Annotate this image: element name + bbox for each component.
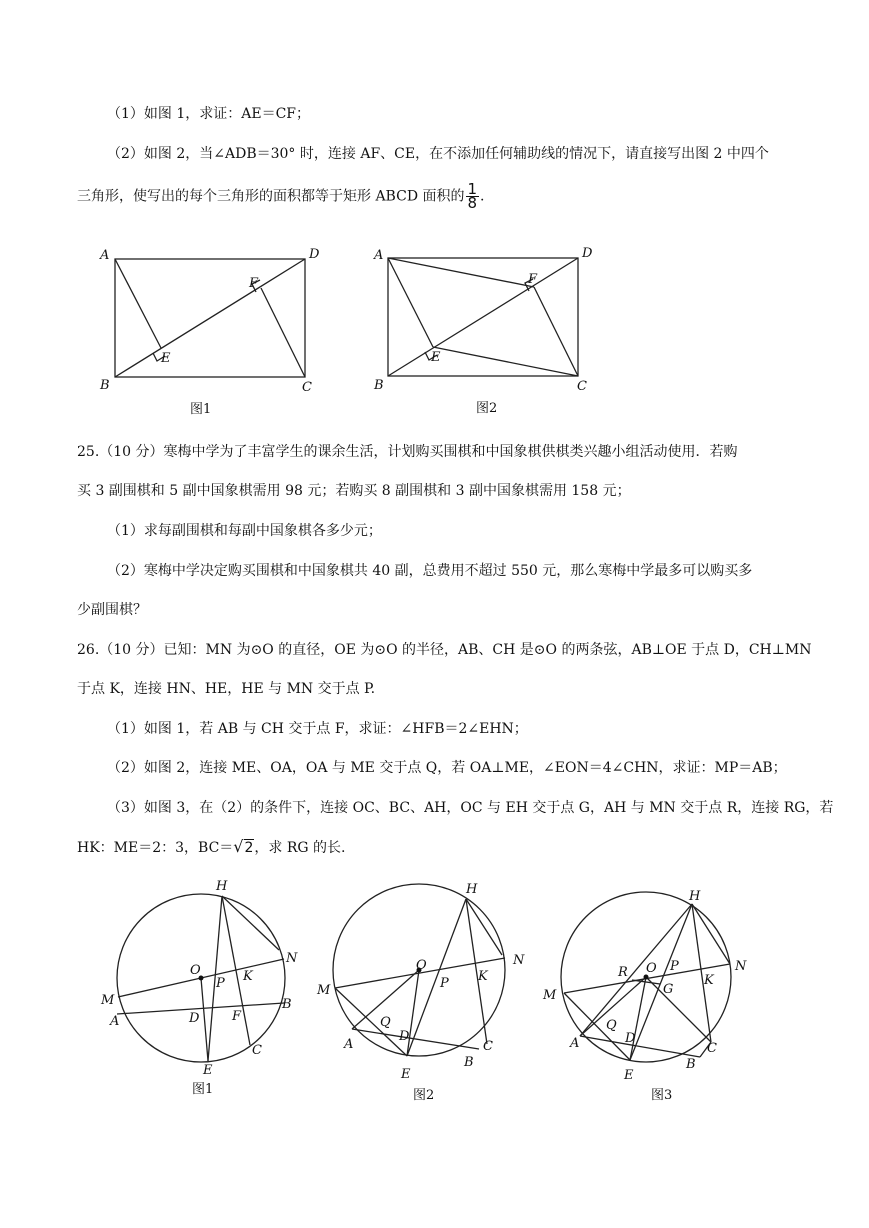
radical-sign: √ <box>233 837 244 856</box>
c1-label-e: E <box>203 1063 213 1078</box>
c1-label-h: H <box>216 879 228 894</box>
c2-label-n: N <box>513 953 525 968</box>
q24-part1: （1）如图 1，求证：AE＝CF； <box>107 106 311 122</box>
rect2-label-d: D <box>582 246 593 261</box>
rect1-label-a: A <box>100 248 110 263</box>
q24-period: . <box>480 188 485 205</box>
rect1-label-c: C <box>302 380 312 395</box>
c2-label-b: B <box>464 1055 474 1070</box>
c2-label-c: C <box>483 1039 493 1054</box>
c2-label-a: A <box>344 1037 354 1052</box>
circle2-caption: 图2 <box>413 1088 435 1103</box>
c2-label-o: O <box>416 958 427 973</box>
c3-label-c: C <box>707 1041 717 1056</box>
c1-label-n: N <box>286 951 298 966</box>
q25-line1: 25.（10 分）寒梅中学为了丰富学生的课余生活，计划购买围棋和中国象棋供棋类兴趣小组活动使用．若购 <box>77 444 738 460</box>
q26-part3-text-b: ，求 RG 的长. <box>254 840 346 856</box>
rect2-label-e: E <box>431 350 441 365</box>
c2-label-d: D <box>399 1029 410 1044</box>
radicand: 2 <box>244 840 254 856</box>
q25-part1: （1）求每副围棋和每副中国象棋各多少元； <box>107 523 382 539</box>
c1-label-b: B <box>282 997 292 1012</box>
c3-label-h: H <box>689 889 701 904</box>
q26-part1: （1）如图 1，若 AB 与 CH 交于点 F，求证：∠HFB＝2∠EHN； <box>107 721 528 737</box>
c2-label-h: H <box>466 882 478 897</box>
c1-label-c: C <box>252 1043 262 1058</box>
c3-label-k: K <box>704 973 714 988</box>
rect1-label-f: F <box>249 276 259 291</box>
c3-label-o: O <box>646 961 657 976</box>
rect1-label-d: D <box>309 247 320 262</box>
c2-label-e: E <box>401 1067 411 1082</box>
q26-part3-text-a: HK：ME＝2：3，BC＝ <box>77 840 234 856</box>
q25-part2-line2: 少副围棋？ <box>77 602 147 618</box>
rect2-label-b: B <box>374 378 384 393</box>
q26-part2: （2）如图 2，连接 ME、OA，OA 与 ME 交于点 Q，若 OA⊥ME，∠EON＝4∠CHN，求证：MP＝AB； <box>107 760 787 776</box>
c3-label-n: N <box>735 959 747 974</box>
c3-label-q: Q <box>606 1018 617 1033</box>
q26-part3-line1: （3）如图 3，在（2）的条件下，连接 OC、BC、AH，OC 与 EH 交于点 G，AH 与 MN 交于点 R，连接 RG，若 <box>107 800 834 816</box>
q26-line2: 于点 K，连接 HN、HE，HE 与 MN 交于点 P. <box>77 681 376 697</box>
fraction-denominator: 8 <box>467 194 478 212</box>
rect2-label-c: C <box>577 379 587 394</box>
q25-line2: 买 3 副围棋和 5 副中国象棋需用 98 元；若购买 8 副围棋和 3 副中国象棋需用 158 元； <box>77 483 631 499</box>
c3-label-m: M <box>543 988 557 1003</box>
c3-label-g: G <box>663 982 674 997</box>
circle1-caption: 图1 <box>192 1082 214 1097</box>
c2-label-q: Q <box>380 1015 391 1030</box>
c2-label-k: K <box>478 969 488 984</box>
rect2-caption: 图2 <box>476 401 498 416</box>
c1-label-m: M <box>101 993 115 1008</box>
c3-label-b: B <box>686 1057 696 1072</box>
c3-label-a: A <box>570 1036 580 1051</box>
q25-part2-line1: （2）寒梅中学决定购买围棋和中国象棋共 40 副，总费用不超过 550 元，那么寒梅中学最多可以购买多 <box>107 563 753 579</box>
c1-label-f: F <box>232 1009 242 1024</box>
fraction-numerator: 1 <box>467 180 478 198</box>
rect1-caption: 图1 <box>190 402 212 417</box>
rect1-label-e: E <box>161 351 171 366</box>
c1-label-o: O <box>190 963 201 978</box>
c1-label-a: A <box>110 1014 120 1029</box>
rect2-label-a: A <box>374 248 384 263</box>
q24-part2-line1: （2）如图 2，当∠ADB＝30° 时，连接 AF、CE，在不添加任何辅助线的情况下，请直接写出图 2 中四个 <box>107 146 769 162</box>
q24-part2-text: 三角形，使写出的每个三角形的面积都等于矩形 ABCD 面积的 <box>77 188 465 205</box>
c3-label-e: E <box>624 1068 634 1083</box>
c1-label-k: K <box>243 969 253 984</box>
c3-label-d: D <box>625 1031 636 1046</box>
circle3-caption: 图3 <box>651 1088 673 1103</box>
rect1-label-b: B <box>100 378 110 393</box>
c1-label-d: D <box>189 1011 200 1026</box>
c2-label-p: P <box>440 976 449 991</box>
rect2-label-f: F <box>528 272 538 287</box>
c3-label-p: P <box>670 959 679 974</box>
c2-label-m: M <box>317 983 331 998</box>
q26-line1: 26.（10 分）已知：MN 为⊙O 的直径，OE 为⊙O 的半径，AB、CH 是⊙O 的两条弦，AB⊥OE 于点 D，CH⊥MN <box>77 642 812 658</box>
c1-label-p: P <box>216 976 225 991</box>
c3-label-r: R <box>618 965 628 980</box>
